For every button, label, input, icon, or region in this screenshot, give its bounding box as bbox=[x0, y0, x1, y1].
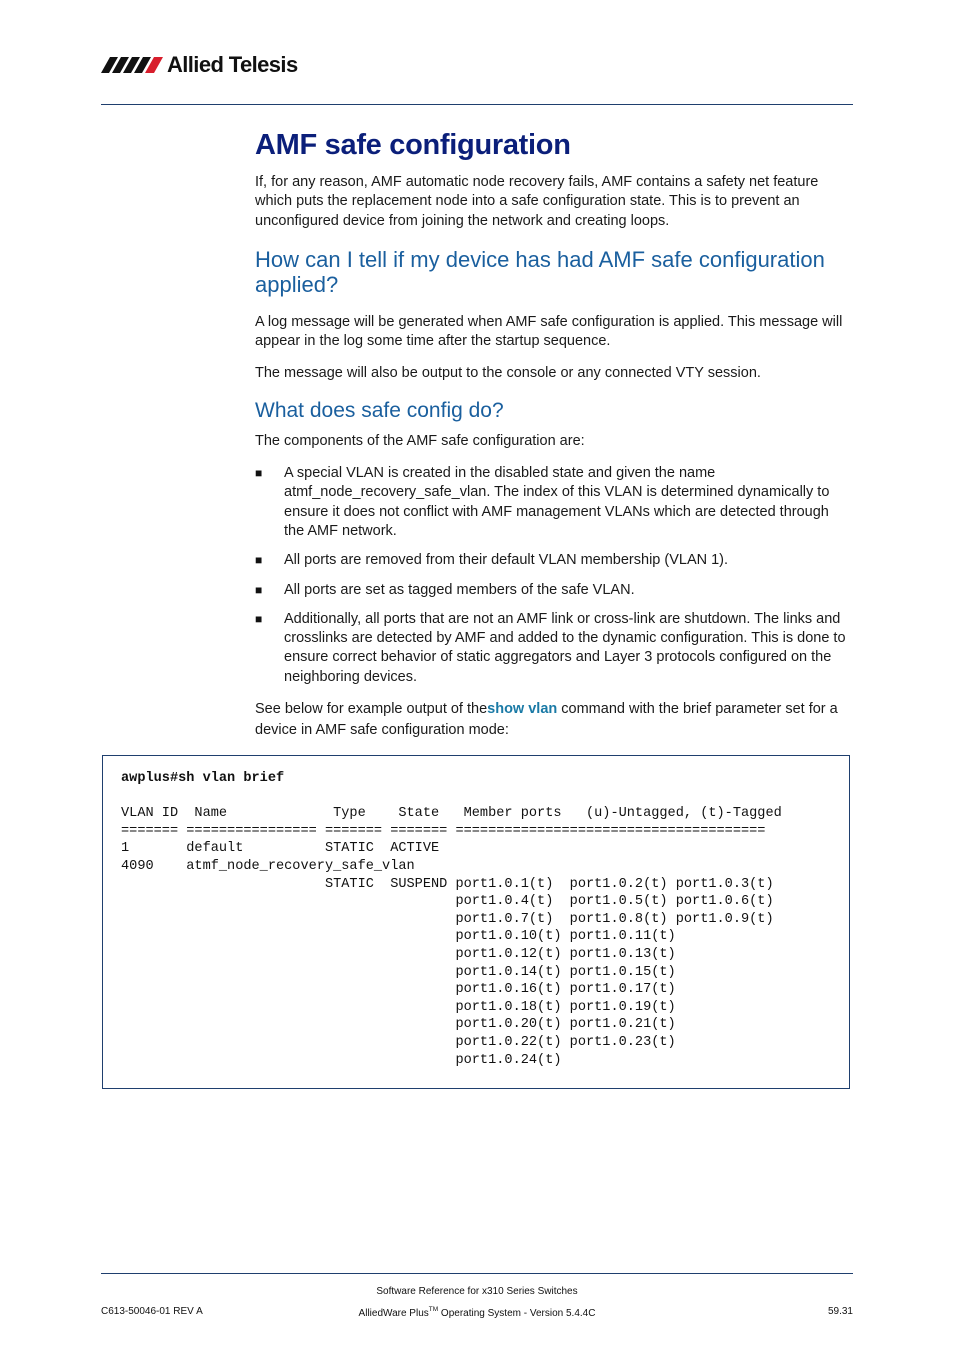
list-item: ■ Additionally, all ports that are not an AMF link or cross-link are shutdown. The links and crosslinks are detected by AMF and added to the dynamic configuration. This is done to ensure correct behavior of static aggregators and Layer 3 protocols configured on the neighboring devices. bbox=[255, 610, 846, 685]
list-item: ■ All ports are removed from their default VLAN membership (VLAN 1). bbox=[255, 551, 853, 570]
bullet-square-icon: ■ bbox=[255, 611, 263, 626]
intro-paragraph: If, for any reason, AMF automatic node recovery fails, AMF contains a safety net feature which puts the replacement node into a safe configuration state. This is to prevent an unconfigured device from joining the network and creating loops. bbox=[255, 174, 819, 229]
bullet-square-icon: ■ bbox=[255, 466, 263, 481]
cli-output-lines: VLAN ID Name Type State Member ports (u)-Untagged, (t)-Tagged ======= ================ ======= ======= ====================================== 1 default STATIC ACTIVE 4090 atmf_node_recovery_safe_vlan STATIC SUSPEND port1.0.1(t) port1.0.2(t) port1.0.3(t) port1.0.4(t) port1.0.5(t) port1.0.6(t) port1.0.7(t) port1.0.8(t) port1.0.9(t) port1.0.10(t) port1.0.11(t) port1.0.12(t) port1.0.13(t) port1.0.14(t) port1.0.15(t) port1.0.16(t) port1.0.17(t) port1.0.18(t) port1.0.19(t) port1.0.20(t) port1.0.21(t) port1.0.22(t) port1.0.23(t) port1.0.24(t) bbox=[121, 806, 782, 1068]
console-paragraph: The message will also be output to the console or any connected VTY session. bbox=[255, 365, 761, 382]
example-intro-paragraph: See below for example output of theshow vlan command with the brief parameter set for a device in AMF safe configuration mode: bbox=[255, 701, 838, 739]
allied-telesis-logo bbox=[101, 52, 298, 78]
components-list bbox=[255, 464, 853, 687]
cli-prompt: awplus#sh vlan brief bbox=[121, 771, 285, 786]
section-heading-what-does: What does safe config do? bbox=[255, 398, 504, 422]
logo-mark-icon bbox=[101, 57, 163, 73]
section-heading-how-tell: How can I tell if my device has had AMF safe configuration applied? bbox=[255, 246, 825, 297]
header-rule bbox=[101, 104, 853, 105]
list-item: ■ All ports are set as tagged members of the safe VLAN. bbox=[255, 581, 853, 600]
footer-os-version: AlliedWare Plus™ Operating System - Version 5.4.4C bbox=[358, 1306, 596, 1319]
bullet-square-icon: ■ bbox=[255, 582, 263, 597]
footer-doc-id: C613-50046-01 REV A bbox=[101, 1306, 203, 1317]
code-example-box bbox=[102, 755, 850, 1089]
page-title: AMF safe configuration bbox=[255, 129, 571, 161]
log-message-paragraph: A log message will be generated when AMF safe configuration is applied. This message will appear in the log some time after the startup sequence. bbox=[255, 313, 843, 350]
bullet-square-icon: ■ bbox=[255, 553, 263, 568]
cli-output bbox=[121, 770, 782, 1069]
show-vlan-link[interactable]: show vlan bbox=[487, 701, 558, 718]
main-content bbox=[255, 126, 853, 741]
components-lead: The components of the AMF safe configuration are: bbox=[255, 432, 585, 449]
list-item: ■ A special VLAN is created in the disabled state and given the name atmf_node_recovery_safe_vlan. The index of this VLAN is determined dynamically to ensure it does not conflict with AMF management VLANs which are detected through the AMF network. bbox=[255, 465, 830, 539]
footer-rule bbox=[101, 1273, 853, 1274]
footer-doc-title: Software Reference for x310 Series Switches bbox=[376, 1286, 578, 1297]
logo-text: Allied Telesis bbox=[167, 52, 298, 77]
footer-page-number: 59.31 bbox=[827, 1306, 853, 1317]
